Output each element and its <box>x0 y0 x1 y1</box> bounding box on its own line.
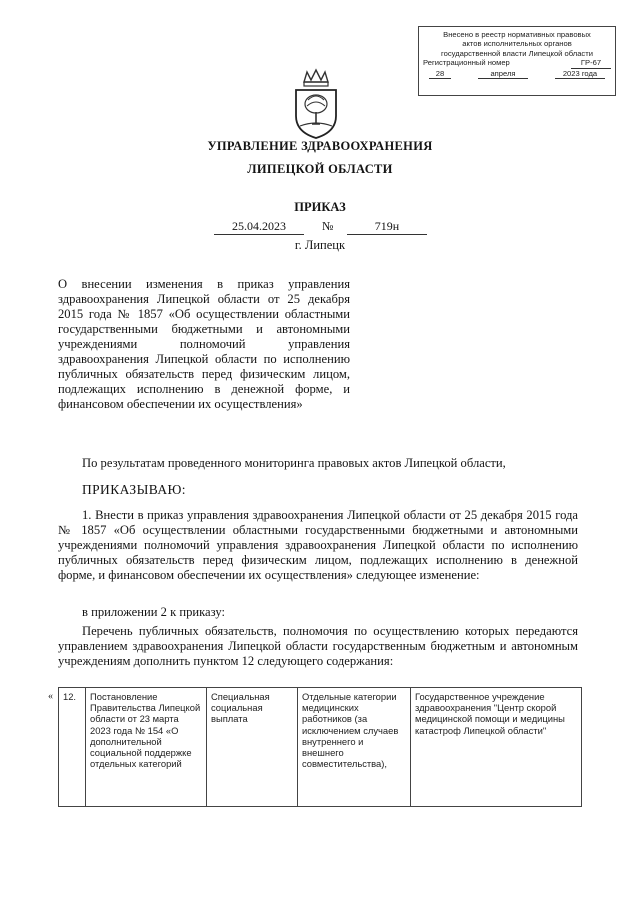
payment-type-cell: Специальная социальная выплата <box>207 688 298 807</box>
document-subject: О внесении изменения в приказ управления здравоохранения Липецкой области от 25 декабря 2015 года № 1857 «Об осуществлении областными государственными бюджетными и автономными учреждениями полномочий управления здравоохранения Липецкой области по исполнению публичных обязательств перед физическим лицом, подлежащих исполнению в денежной форме, и финансовом обеспечении их осуществления» <box>58 277 350 411</box>
institution-cell: Государственное учреждение здравоохранения "Центр скорой медицинской помощи и медицины катастроф Липецкой области" <box>411 688 582 807</box>
registry-stamp <box>418 26 616 96</box>
stamp-year: 2023 года <box>555 69 605 79</box>
row-number: 12. <box>59 688 86 807</box>
stamp-date-row <box>423 69 611 79</box>
document-type: ПРИКАЗ <box>294 200 346 214</box>
table-row <box>59 688 582 807</box>
item-1: 1. Внести в приказ управления здравоохранения Липецкой области от 25 декабря 2015 года № 1857 «Об осуществлении областными государственными бюджетными и автономными учреждениями полномочий управления здравоохранения Липецкой области по исполнению публичных обязательств перед физическим лицом, подлежащих исполнению в денежной форме, и финансовом обеспечении их осуществления» следующее изменение: <box>58 508 578 582</box>
legal-basis-cell: Постановление Правительства Липецкой области от 23 марта 2023 года № 154 «О дополнительной социальной поддержке отдельных категорий <box>86 688 207 807</box>
coat-of-arms-icon <box>290 68 342 140</box>
org-name-line-2: ЛИПЕЦКОЙ ОБЛАСТИ <box>247 162 393 176</box>
stamp-reg-label: Регистрационный номер <box>423 58 510 68</box>
stamp-month: апреля <box>478 69 528 79</box>
document-number: 719н <box>347 219 427 235</box>
org-name-line-1: УПРАВЛЕНИЕ ЗДРАВООХРАНЕНИЯ <box>207 139 433 153</box>
city: г. Липецк <box>294 238 346 252</box>
appendix-reference: в приложении 2 к приказу: <box>82 605 225 619</box>
stamp-line-1: Внесено в реестр нормативных правовых <box>443 30 591 39</box>
number-sign: № <box>322 219 334 233</box>
document-date: 25.04.2023 <box>214 219 304 235</box>
order-word: ПРИКАЗЫВАЮ: <box>82 482 186 497</box>
stamp-day: 28 <box>429 69 451 79</box>
stamp-reg-row <box>423 58 611 68</box>
obligations-table <box>58 687 582 807</box>
stamp-line-3: государственной власти Липецкой области <box>441 48 593 58</box>
preamble: По результатам проведенного мониторинга правовых актов Липецкой области, <box>82 456 506 470</box>
stamp-line-2: актов исполнительных органов <box>462 39 572 49</box>
stamp-reg-number: ГР-67 <box>571 58 611 68</box>
recipients-cell: Отдельные категории медицинских работников (за исключением случаев внутреннего и внешнего совместительства), <box>298 688 411 807</box>
opening-quote: « <box>48 691 53 702</box>
list-intro: Перечень публичных обязательств, полномочия по осуществлению которых передаются управлением здравоохранения Липецкой области государственным бюджетным и автономным учреждениям дополнить пунктом 12 следующего содержания: <box>58 624 578 668</box>
